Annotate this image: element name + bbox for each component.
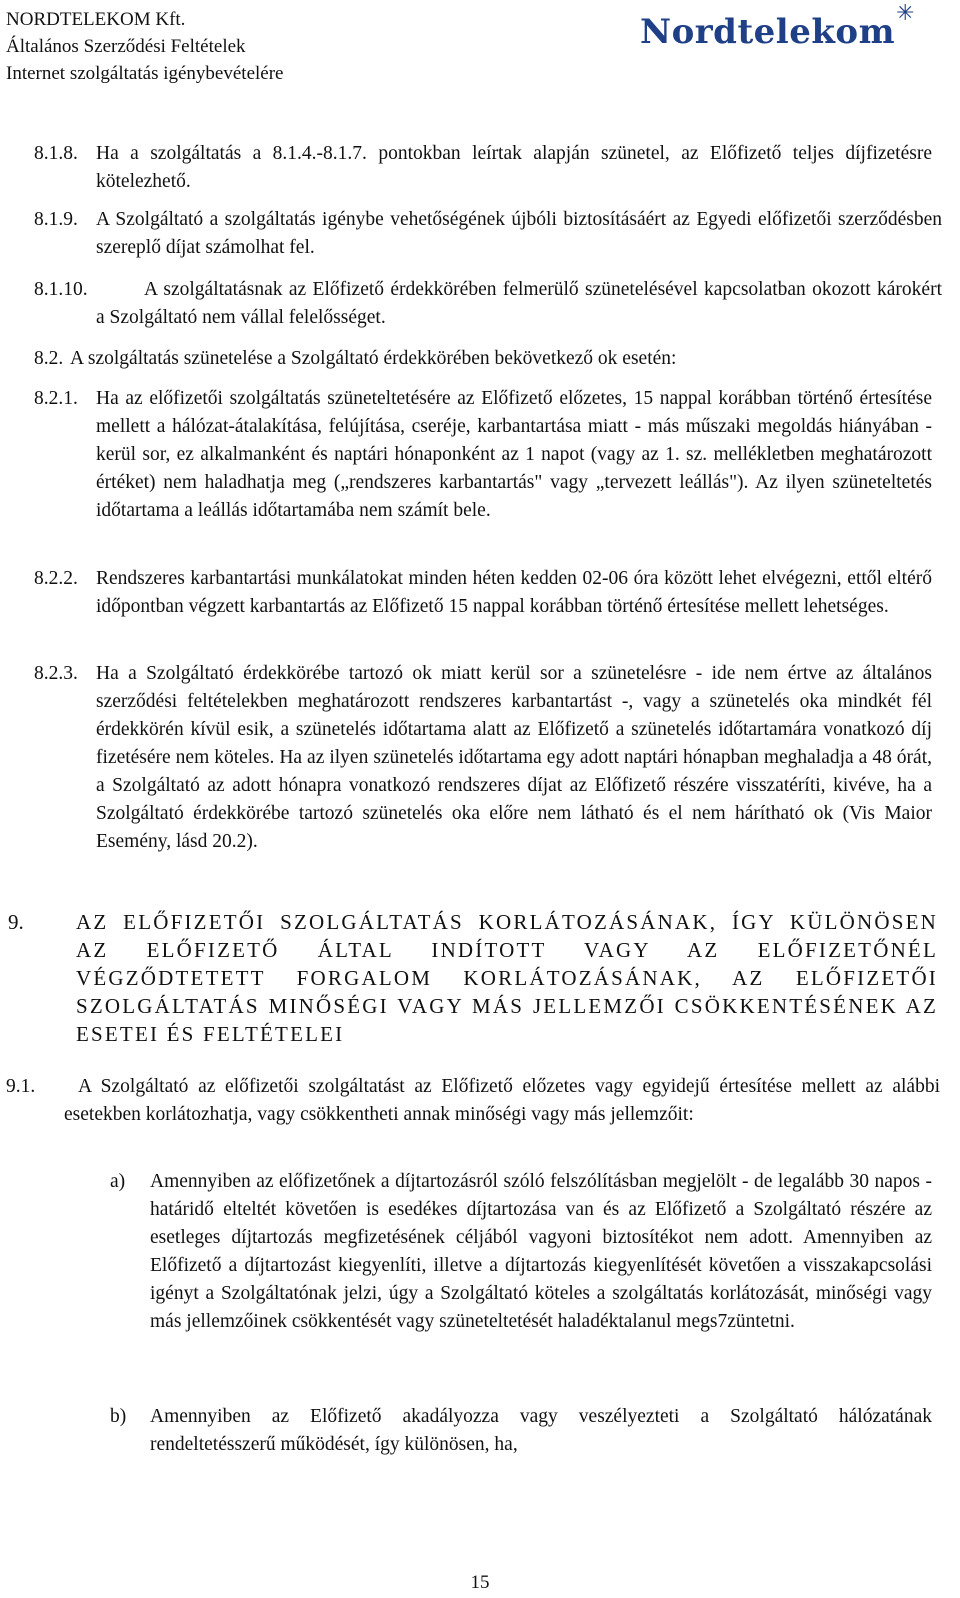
section-text: Ha a Szolgáltató érdekkörébe tartozó ok miatt kerül sor a szünetelésre - ide nem értve az általános szerződési feltételekben meghatározott rendszeres karbantartást -, vagy a szünetelés oka mindkét fél érdekkörén kívül esik, a szünetelés időtartama alatt az Előfizető a szünetelés időtartamára vonatkozó díj fizetésére nem köteles. Ha az ilyen szünetelés időtartama egy adott naptári hónapban meghaladja a 48 órát, a Szolgáltató az adott hónapra vonatkozó rendszeres díjat az Előfizető részére visszatéríti, kivéve, ha a Szolgáltató érdekkörébe tartozó szünetelés oka előre nem látható és el nem hárítható ok (Vis Maior Esemény, lásd 20.2). (96, 663, 932, 852)
snowflake-star-icon: ✳ (896, 0, 915, 25)
section-number: 8.1.8. (34, 143, 78, 164)
section-number: 8.1.9. (34, 209, 78, 230)
list-item-text: Amennyiben az Előfizető akadályozza vagy veszélyezteti a Szolgáltató hálózatának rendeltetésszerű működését, így különösen, ha, (150, 1406, 932, 1455)
section-number: 8.2.3. (34, 663, 78, 684)
chapter-number: 9. (8, 910, 24, 934)
list-item-marker: a) (110, 1171, 126, 1192)
section-text: A szolgáltatásnak az Előfizető érdekkörében felmerülő szünetelésével kapcsolatban okozott károkért a Szolgáltató nem vállal felelősséget. (96, 279, 942, 328)
section-text: Ha a szolgáltatás a 8.1.4.-8.1.7. pontokban leírtak alapján szünetel, az Előfizető teljes díjfizetésre kötelezhető. (96, 143, 932, 192)
section-text: A Szolgáltató a szolgáltatás igénybe vehetőségének újbóli biztosításáért az Egyedi előfizetői szerződésben szereplő díjat számolhat fel. (96, 209, 942, 258)
logo-wordmark: Nordtelekom (640, 12, 896, 52)
section-text: Rendszeres karbantartási munkálatokat minden héten kedden 02-06 óra között lehet elvégezni, ettől eltérő időpontban végzett karbantartás az Előfizető 15 nappal korábban történő értesítése mellett lehetséges. (96, 568, 932, 617)
list-item-marker: b) (110, 1406, 127, 1427)
section-number: 9.1. (6, 1076, 36, 1097)
company-logo (640, 0, 940, 56)
page-header (6, 6, 283, 87)
company-name: NORDTELEKOM Kft. (6, 9, 186, 30)
section-number: 8.1.10. (34, 279, 88, 300)
section-number: 8.2. (34, 348, 64, 369)
chapter-heading: AZ ELŐFIZETŐI SZOLGÁLTATÁS KORLÁTOZÁSÁNAK, ÍGY KÜLÖNÖSEN AZ ELŐFIZETŐ ÁLTAL INDÍTOTT VAGY AZ ELŐFIZETŐNÉL VÉGZŐDTETETT FORGALOM KORLÁTOZÁSÁNAK, AZ ELŐFIZETŐI SZOLGÁLTATÁS MINŐSÉGI VAGY MÁS JELLEMZŐI CSÖKKENTÉSÉNEK AZ ESETEI ÉS FELTÉTELEI (76, 910, 938, 1046)
page-number: 15 (470, 1572, 490, 1593)
document-title: Általános Szerződési Feltételek (6, 36, 246, 57)
section-text: A Szolgáltató az előfizetői szolgáltatást az Előfizető előzetes vagy egyidejű értesítése mellett az alábbi esetekben korlátozhatja, vagy csökkentheti annak minőségi vagy más jellemzőit: (64, 1076, 940, 1125)
section-text: A szolgáltatás szünetelése a Szolgáltató érdekkörében bekövetkező ok esetén: (70, 348, 677, 369)
section-number: 8.2.1. (34, 388, 78, 409)
section-text: Ha az előfizetői szolgáltatás szüneteltetésére az Előfizető előzetes, 15 nappal korábban történő értesítése mellett a hálózat-átalakítása, felújítása, cseréje, karbantartása miatt - más műszaki megoldás hiányában - kerül sor, ez alkalmanként és naptári hónaponként az 1 napot (vagy az 1. sz. mellékletben meghatározott értéket) nem haladhatja meg („rendszeres karbantartás" vagy „tervezett leállás"). Az ilyen szüneteltetés időtartama a leállás időtartamába nem számít bele. (96, 388, 932, 521)
section-number: 8.2.2. (34, 568, 78, 589)
document-subtitle: Internet szolgáltatás igénybevételére (6, 63, 284, 84)
list-item-text: Amennyiben az előfizetőnek a díjtartozásról szóló felszólításban megjelölt - de legalább 30 napos - határidő elteltét követően is esedékes díjtartozása van és az Előfizető a Szolgáltató részére az esetleges díjtartozás megfizetésének céljából vagyoni biztosítékot nem adott. Amennyiben az Előfizető a díjtartozást kiegyenlíti, illetve a díjtartozás kiegyenlítését követően a visszakapcsolási igényt a Szolgáltatónak jelzi, úgy a Szolgáltató köteles a szolgáltatás korlátozását, minőségi vagy más jellemzőinek csökkentését vagy szüneteltetését haladéktalanul megs7züntetni. (150, 1171, 932, 1332)
